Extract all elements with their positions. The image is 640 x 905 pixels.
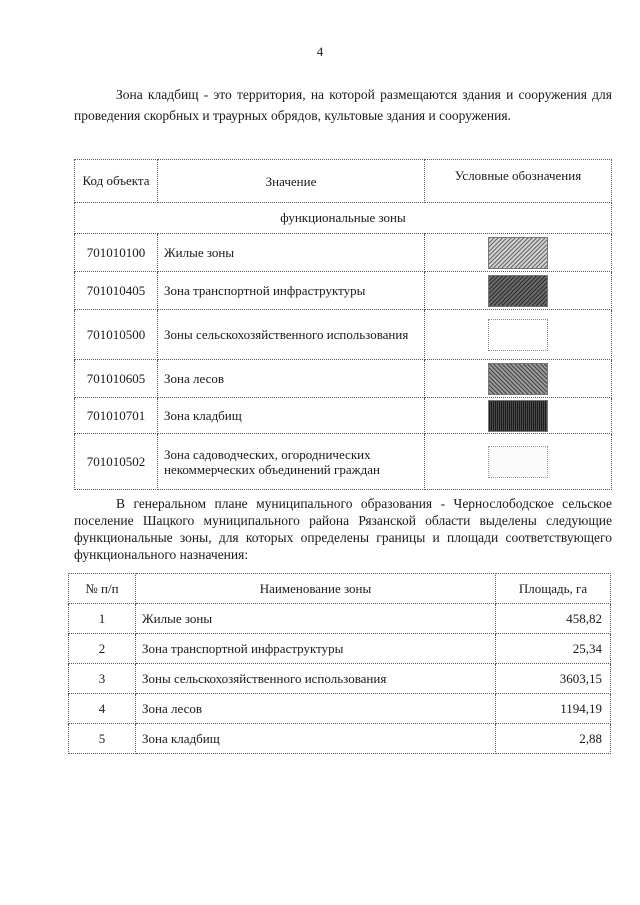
- intro-paragraph: Зона кладбищ - это территория, на которой размещаются здания и сооружения для проведения скорбных и траурных обрядов, культовые здания и сооружения.: [74, 87, 612, 123]
- header-name: Наименование зоны: [136, 574, 496, 604]
- table-row: [69, 664, 611, 694]
- header-num: № п/п: [69, 574, 136, 604]
- table-row: [69, 604, 611, 634]
- row-area: 3603,15: [496, 664, 611, 694]
- row-num: 5: [69, 724, 136, 754]
- header-code: Код объекта: [75, 160, 158, 203]
- table-row: [75, 272, 612, 310]
- row-num: 1: [69, 604, 136, 634]
- cemetery-swatch: [488, 400, 548, 432]
- row-meaning: Зона садоводческих, огороднических некоммерческих объединений граждан: [158, 434, 425, 490]
- row-code: 701010605: [75, 360, 158, 398]
- row-num: 4: [69, 694, 136, 724]
- row-area: 2,88: [496, 724, 611, 754]
- row-name: Жилые зоны: [136, 604, 496, 634]
- table-row: [75, 434, 612, 490]
- legend-table: [74, 159, 612, 490]
- row-num: 3: [69, 664, 136, 694]
- table-row: [69, 694, 611, 724]
- legend-section-row: [75, 203, 612, 234]
- agricultural-swatch: [488, 319, 548, 351]
- row-code: 701010500: [75, 310, 158, 360]
- area-table: [68, 573, 611, 754]
- header-area: Площадь, га: [496, 574, 611, 604]
- table-row: [75, 234, 612, 272]
- row-meaning: Зоны сельскохозяйственного использования: [158, 310, 425, 360]
- legend-header-row: [75, 160, 612, 203]
- row-area: 1194,19: [496, 694, 611, 724]
- row-area: 25,34: [496, 634, 611, 664]
- row-code: 701010100: [75, 234, 158, 272]
- row-code: 701010502: [75, 434, 158, 490]
- residential-swatch: [488, 237, 548, 269]
- row-meaning: Зона лесов: [158, 360, 425, 398]
- row-meaning: Зона кладбищ: [158, 398, 425, 434]
- forest-swatch: [488, 363, 548, 395]
- header-meaning: Значение: [158, 160, 425, 203]
- body-paragraph: В генеральном плане муниципального образования - Чернослободское сельское поселение Шацкого муниципального района Рязанской области выделены следующие функциональные зоны, для которых определены границы и площади соответствующего функционального назначения:: [74, 496, 612, 562]
- row-name: Зона кладбищ: [136, 724, 496, 754]
- garden-swatch: [488, 446, 548, 478]
- header-symbol: Условные обозначения: [425, 160, 612, 203]
- table-row: [75, 310, 612, 360]
- row-name: Зона транспортной инфраструктуры: [136, 634, 496, 664]
- row-num: 2: [69, 634, 136, 664]
- table-row: [69, 634, 611, 664]
- row-meaning: Жилые зоны: [158, 234, 425, 272]
- row-name: Зона лесов: [136, 694, 496, 724]
- transport-swatch: [488, 275, 548, 307]
- table-row: [75, 398, 612, 434]
- section-title: функциональные зоны: [75, 203, 612, 234]
- row-code: 701010701: [75, 398, 158, 434]
- row-area: 458,82: [496, 604, 611, 634]
- area-header-row: [69, 574, 611, 604]
- row-code: 701010405: [75, 272, 158, 310]
- table-row: [69, 724, 611, 754]
- row-name: Зоны сельскохозяйственного использования: [136, 664, 496, 694]
- row-meaning: Зона транспортной инфраструктуры: [158, 272, 425, 310]
- table-row: [75, 360, 612, 398]
- page-number: 4: [316, 44, 324, 59]
